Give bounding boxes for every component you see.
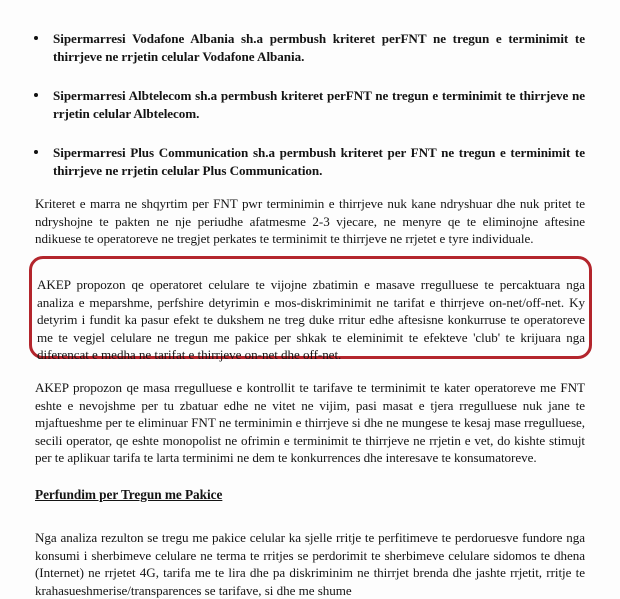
bullet-point-icon	[34, 93, 38, 97]
paragraph-akep-measure: AKEP propozon qe masa rregulluese e kontrollit te tarifave te terminimit te kater operatoreve me FNT eshte e nevojshme per tu zbatuar edhe ne vitet ne vijim, pasi masat e tjera rregulluese nuk jane te mjaftueshme per te eliminuar FNT ne terminimin e thirrjeve si dhe ne mungese te kesaj mase rregulluese, secili operator, qe eshte monopolist ne ofrimin e terminimit te thirrjeve ne rrjetin e vet, do kishte stimujt per te aplikuar tarifa te larta terminimi ne dem te konkurrences dhe interesave te konsumatoreve.	[35, 380, 585, 466]
list-item	[0, 144, 620, 179]
bullet-list	[0, 30, 620, 179]
highlighted-paragraph-text: AKEP propozon qe operatoret celulare te vijojne zbatimin e masave rregulluese te percaktuara nga analiza e meparshme, perfshire detyrimin e mos-diskriminimit ne tarifat e thirrjeve on-net/off-net. Ky detyrim i fundit ka pasur efekt te dukshem ne treg duke rritur edhe aftesisne konkurruse te operatoreve me te vegjel celulare ne tregun me pakice per shkak te eleminimit te efekteve 'club' te krijuara nga diferencat e medha ne tarifat e thirrjeve on-net dhe off-net.	[37, 277, 585, 363]
list-item-text: Sipermarresi Vodafone Albania sh.a permbush kriteret perFNT ne tregun e terminimit te thirrjeve ne rrjetin celular Vodafone Albania.	[53, 31, 585, 64]
bullet-point-icon	[34, 36, 38, 40]
list-item	[0, 30, 620, 65]
list-item	[0, 87, 620, 122]
section-heading: Perfundim per Tregun me Pakice	[35, 487, 223, 502]
paragraph-criteria: Kriteret e marra ne shqyrtim per FNT pwr terminimin e thirrjeve nuk kane ndryshuar dhe nuk pritet te ndryshojne te pakten ne nje periudhe afatmesme 2-3 vjecare, ne menyre qe te eliminojne aftesine ndikuese te operatoreve ne tregjet perkates te terminimit te thirrjeve ne rrjetet e tyre individuale.	[35, 196, 585, 247]
list-item-text: Sipermarresi Plus Communication sh.a permbush kriteret per FNT ne tregun e terminimit te thirrjeve ne rrjetin celular Plus Communication.	[53, 145, 585, 178]
list-item-text: Sipermarresi Albtelecom sh.a permbush kriteret perFNT ne tregun e terminimit te thirrjeve ne rrjetin celular Albtelecom.	[53, 88, 585, 121]
bullet-point-icon	[34, 150, 38, 154]
paragraph-conclusion: Nga analiza rezulton se tregu me pakice celular ka sjelle rritje te perfitimeve te perdoruesve fundore nga konsumi i sherbimeve celulare ne terma te rritjes se perdorimit te sherbimeve celulare sidomos te dhena (Internet) ne rrjetet 4G, tarifa me te lira dhe pa diskriminim ne thirrjet brenda dhe jashte rrjetit, rritje te krahasueshmerise/transparences se tarifave, si dhe me shume	[35, 530, 585, 598]
